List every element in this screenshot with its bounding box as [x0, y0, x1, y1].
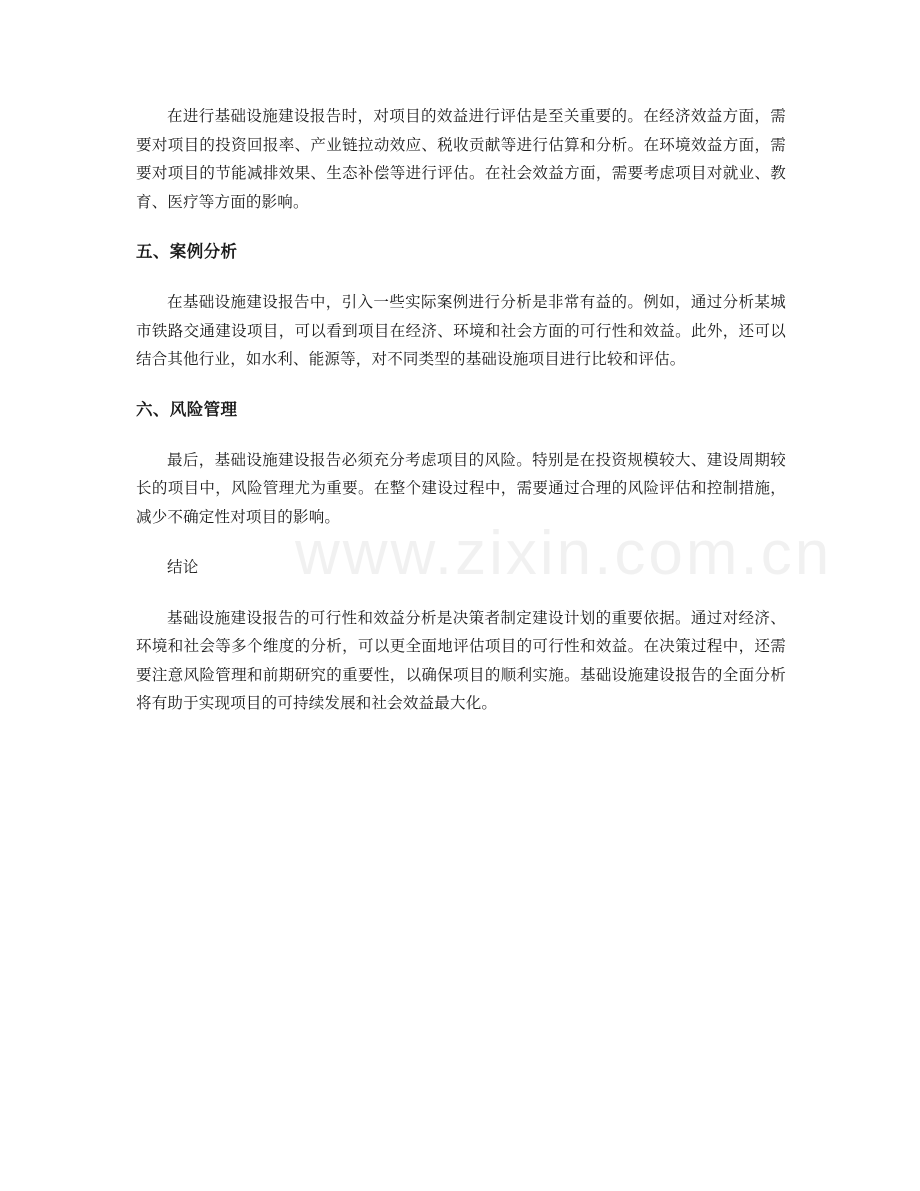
section-heading-risk-management: 六、风险管理 [136, 399, 238, 419]
intro-paragraph: 在进行基础设施建设报告时，对项目的效益进行评估是至关重要的。在经济效益方面，需要对项目的投资回报率、产业链拉动效应、税收贡献等进行估算和分析。在环境效益方面，需要对项目的节能减排效果、生态补偿等进行评估。在社会效益方面，需要考虑项目对就业、教育、医疗等方面的影响。 [136, 107, 786, 211]
conclusion-label: 结论 [167, 558, 199, 576]
case-analysis-paragraph: 在基础设施建设报告中，引入一些实际案例进行分析是非常有益的。例如，通过分析某城市铁路交通建设项目，可以看到项目在经济、环境和社会方面的可行性和效益。此外，还可以结合其他行业，如水利、能源等，对不同类型的基础设施项目进行比较和评估。 [136, 293, 786, 368]
watermark: www.zixin.com.cn [295, 519, 833, 588]
section-heading-case-analysis: 五、案例分析 [136, 242, 238, 261]
conclusion-paragraph: 基础设施建设报告的可行性和效益分析是决策者制定建设计划的重要依据。通过对经济、环境和社会等多个维度的分析，可以更全面地评估项目的可行性和效益。在决策过程中，还需要注意风险管理和前期研究的重要性，以确保项目的顺利实施。基础设施建设报告的全面分析将有助于实现项目的可持续发展和社会效益最大化。 [136, 608, 786, 712]
risk-management-paragraph: 最后，基础设施建设报告必须充分考虑项目的风险。特别是在投资规模较大、建设周期较长的项目中，风险管理尤为重要。在整个建设过程中，需要通过合理的风险评估和控制措施，减少不确定性对项目的影响。 [136, 450, 786, 526]
document-body [136, 102, 786, 718]
